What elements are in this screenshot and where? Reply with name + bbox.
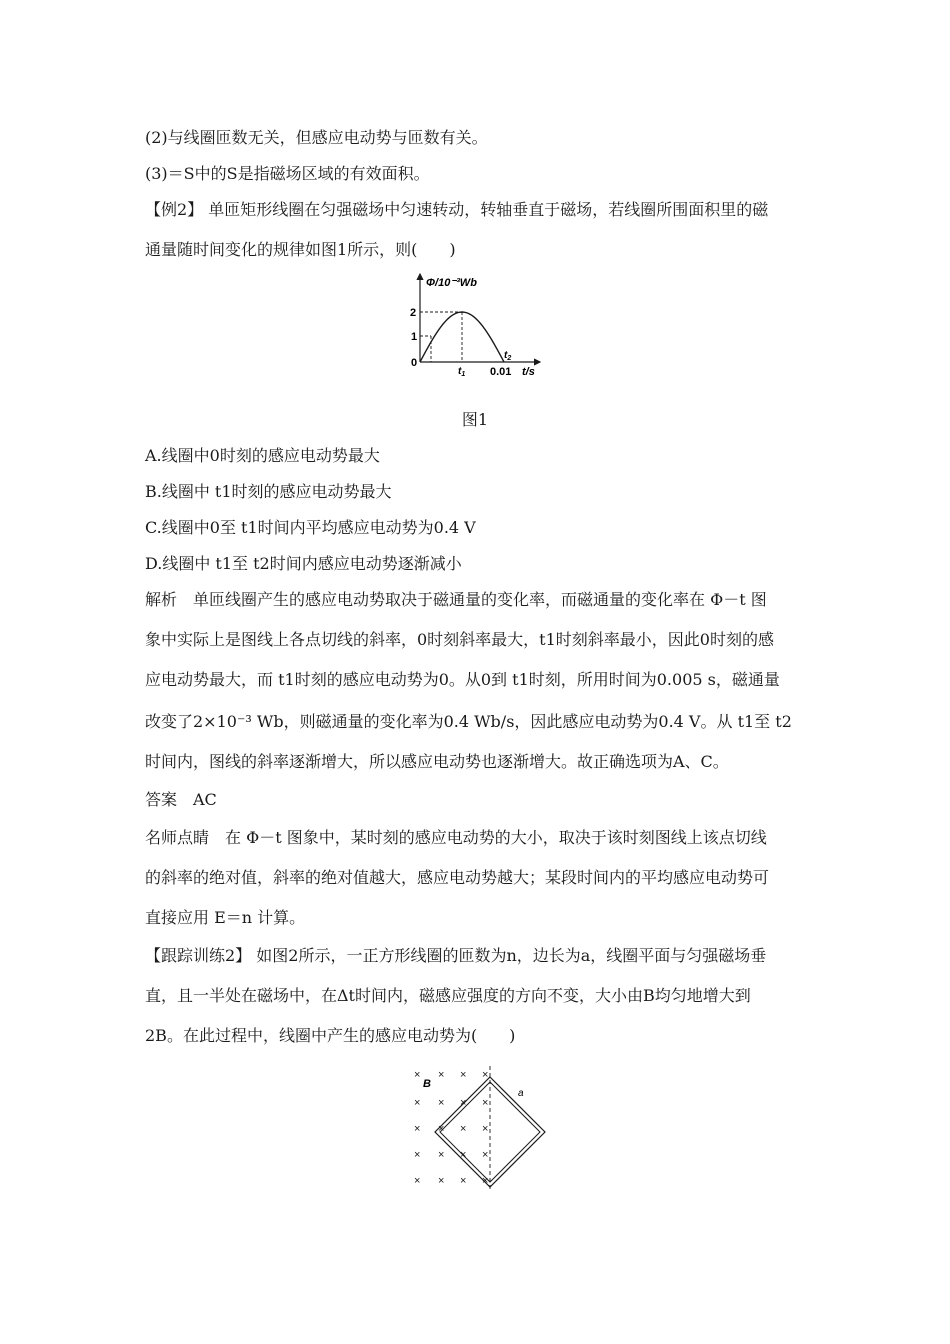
field-label-b: B xyxy=(423,1078,431,1090)
tips-line: 的斜率的绝对值，斜率的绝对值越大，感应电动势越大；某段时间内的平均感应电动势可 xyxy=(145,868,770,887)
example-2-line-2: 通量随时间变化的规律如图1所示，则( ) xyxy=(145,240,456,259)
field-cross: × xyxy=(482,1149,489,1161)
field-cross: × xyxy=(414,1123,421,1135)
figure-1-caption: 图1 xyxy=(461,410,489,429)
field-cross: × xyxy=(438,1175,445,1187)
analysis-line: 解析 单匝线圈产生的感应电动势取决于磁通量的变化率，而磁通量的变化率在 Φ－t 图 xyxy=(145,590,767,609)
analysis-line: 象中实际上是图线上各点切线的斜率，0时刻斜率最大，t1时刻斜率最小，因此0时刻的感 xyxy=(145,630,774,649)
field-cross: × xyxy=(414,1149,421,1161)
x-tick-0.01: 0.01 xyxy=(490,366,512,378)
text-line: (3)＝S中的S是指磁场区域的有效面积。 xyxy=(145,164,430,183)
side-label-a: a xyxy=(518,1088,524,1099)
training-line: 直，且一半处在磁场中，在Δt时间内，磁感应强度的方向不变，大小由B均匀地增大到 xyxy=(145,986,751,1005)
text-line: (2)与线圈匝数无关，但感应电动势与匝数有关。 xyxy=(145,128,488,147)
field-cross: × xyxy=(460,1123,467,1135)
y-tick-1: 1 xyxy=(411,331,418,343)
field-cross: × xyxy=(460,1149,467,1161)
option-d: D.线圈中 t1至 t2时间内感应电动势逐渐减小 xyxy=(145,554,462,573)
field-cross: × xyxy=(438,1123,445,1135)
field-cross: × xyxy=(460,1175,467,1187)
analysis-line: 时间内，图线的斜率逐渐增大，所以感应电动势也逐渐增大。故正确选项为A、C。 xyxy=(145,752,729,771)
field-cross: × xyxy=(482,1123,489,1135)
origin-label: 0 xyxy=(411,357,418,369)
x-axis-label: t/s xyxy=(522,366,535,378)
field-cross: × xyxy=(482,1097,489,1109)
tips-line: 名师点睛 在 Φ－t 图象中，某时刻的感应电动势的大小，取决于该时刻图线上该点切线 xyxy=(145,828,767,847)
field-cross: × xyxy=(438,1097,445,1109)
example-2-line-1: 【例2】 单匝矩形线圈在匀强磁场中匀速转动，转轴垂直于磁场，若线圈所围面积里的磁 xyxy=(145,200,769,219)
t1-label: $t_1$ xyxy=(458,366,466,378)
field-cross: × xyxy=(482,1175,489,1187)
field-cross: × xyxy=(414,1175,421,1187)
t2-label: $t_2$ xyxy=(504,350,512,362)
field-cross: × xyxy=(414,1097,421,1109)
tips-line: 直接应用 E＝n 计算。 xyxy=(145,908,306,927)
option-a: A.线圈中0时刻的感应电动势最大 xyxy=(145,446,380,465)
figure-2-diagram xyxy=(405,1062,555,1192)
analysis-line: 改变了2×10⁻³ Wb，则磁通量的变化率为0.4 Wb/s，因此感应电动势为0.4 V。从 t1至 t2 xyxy=(145,712,792,731)
training-line: 【跟踪训练2】 如图2所示，一正方形线圈的匝数为n，边长为a，线圈平面与匀强磁场垂 xyxy=(145,946,767,965)
answer: 答案 AC xyxy=(145,790,217,809)
field-cross: × xyxy=(414,1069,421,1081)
option-c: C.线圈中0至 t1时间内平均感应电动势为0.4 V xyxy=(145,518,476,537)
y-tick-2: 2 xyxy=(410,307,417,319)
field-cross: × xyxy=(438,1149,445,1161)
field-cross: × xyxy=(460,1097,467,1109)
figure-1-chart xyxy=(400,268,550,380)
analysis-line: 应电动势最大，而 t1时刻的感应电动势为0。从0到 t1时刻，所用时间为0.005 s，磁通量 xyxy=(145,670,780,689)
field-cross: × xyxy=(482,1069,489,1081)
y-axis-label: Φ/10⁻³Wb xyxy=(426,277,477,289)
training-line: 2B。在此过程中，线圈中产生的感应电动势为( ) xyxy=(145,1026,516,1045)
field-cross: × xyxy=(460,1069,467,1081)
option-b: B.线圈中 t1时刻的感应电动势最大 xyxy=(145,482,392,501)
field-cross: × xyxy=(438,1069,445,1081)
